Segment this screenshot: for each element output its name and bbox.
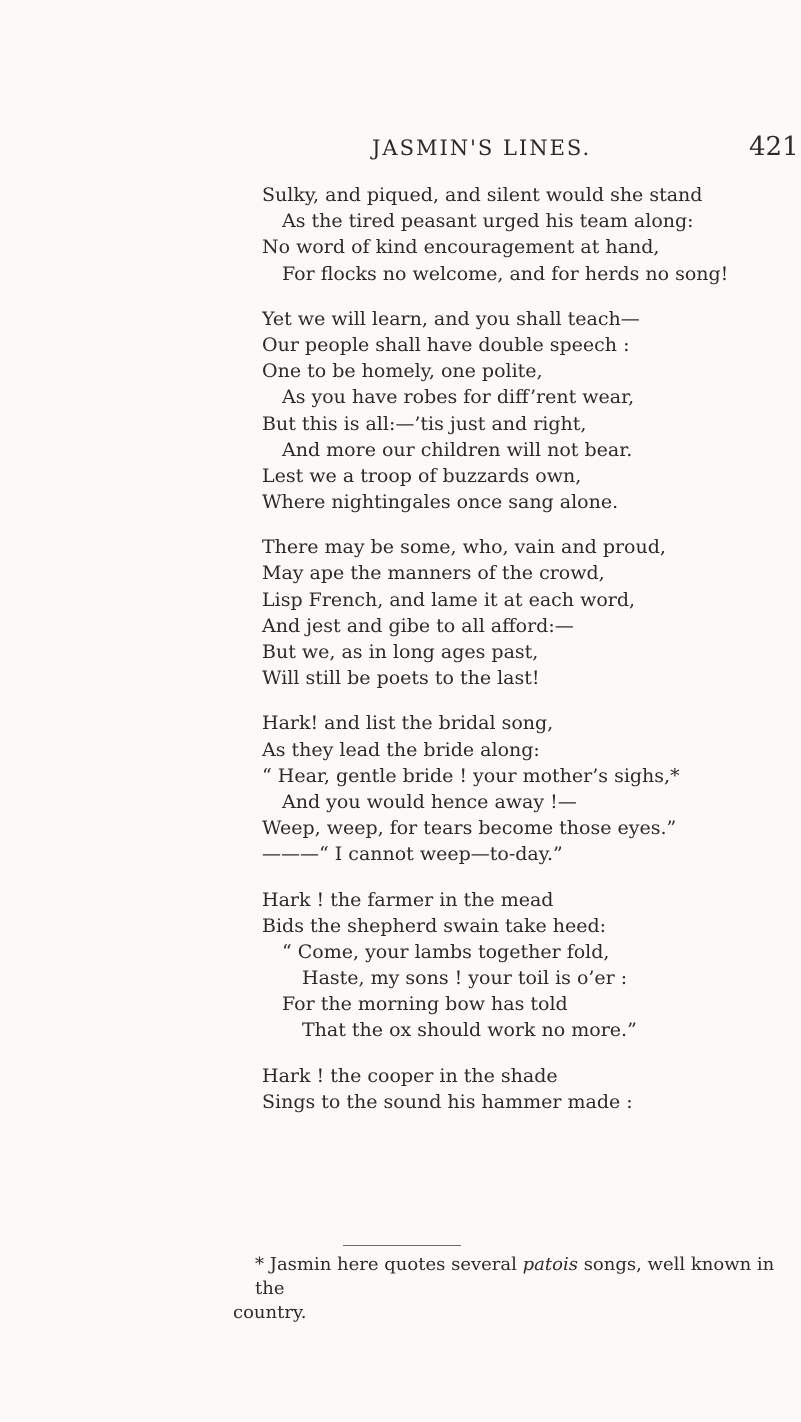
poem-line: For flocks no welcome, and for herds no song! (282, 262, 729, 285)
poem-line: Hark ! the cooper in the shade (262, 1064, 558, 1087)
footnote-text-before: Jasmin here quotes several (269, 1254, 517, 1275)
poem-line: Yet we will learn, and you shall teach— (262, 307, 640, 330)
stanza (262, 1063, 782, 1115)
stanza (262, 534, 782, 691)
poem-line: There may be some, who, vain and proud, (262, 536, 666, 559)
poem-line: As you have robes for diff’rent wear, (282, 386, 635, 409)
poem-line: Will still be poets to the last! (262, 667, 540, 690)
footnote-divider (343, 1245, 461, 1246)
poem-line: And jest and gibe to all afford:— (262, 614, 574, 637)
stanza (262, 887, 782, 1044)
poem-line: Hark ! the farmer in the mead (262, 888, 554, 911)
poem-line: “ Come, your lambs together fold, (282, 940, 610, 963)
poem-body (262, 182, 782, 1134)
page-header (0, 132, 801, 166)
running-title: JASMIN'S LINES. (372, 136, 592, 160)
stanza (262, 710, 782, 867)
poem-line: And you would hence away !— (282, 790, 577, 813)
poem-line: Weep, weep, for tears become those eyes.” (262, 817, 677, 840)
footnote (233, 1253, 793, 1325)
stanza (262, 182, 782, 287)
footnote-italic-word: patois (522, 1254, 578, 1275)
poem-line: “ Hear, gentle bride ! your mother’s sighs,* (262, 764, 680, 787)
poem-line: Hark! and list the bridal song, (262, 712, 554, 735)
poem-line: Our people shall have double speech : (262, 333, 630, 356)
footnote-first-line (233, 1253, 793, 1301)
poem-line: Sulky, and piqued, and silent would she stand (262, 184, 703, 206)
poem-line: Haste, my sons ! your toil is o’er : (302, 967, 628, 990)
poem-line: Sings to the sound his hammer made : (262, 1090, 633, 1113)
poem-line: May ape the manners of the crowd, (262, 562, 605, 585)
stanza (262, 306, 782, 516)
poem-line: Where nightingales once sang alone. (262, 491, 619, 514)
poem-line: Lest we a troop of buzzards own, (262, 464, 582, 487)
footnote-continuation: country. (233, 1302, 307, 1323)
footnote-text-after: songs, well known in the (255, 1254, 775, 1299)
poem-line: But we, as in long ages past, (262, 641, 539, 663)
poem-line: As they lead the bride along: (262, 738, 540, 761)
footnote-marker: * (255, 1254, 264, 1275)
poem-line: That the ox should work no more.” (302, 1019, 637, 1042)
poem-line: ———“ I cannot weep—to-day.” (262, 843, 563, 866)
poem-line: One to be homely, one polite, (262, 360, 543, 383)
poem-line: Bids the shepherd swain take heed: (262, 914, 607, 937)
poem-line: Lisp French, and lame it at each word, (262, 588, 636, 611)
poem-line: For the morning bow has told (282, 993, 568, 1016)
page-number: 421 (749, 132, 799, 162)
poem-line: And more our children will not bear. (282, 438, 633, 461)
poem-line: No word of kind encouragement at hand, (262, 236, 660, 259)
poem-line: As the tired peasant urged his team along: (282, 210, 694, 233)
poem-line: But this is all:—’tis just and right, (262, 412, 587, 435)
